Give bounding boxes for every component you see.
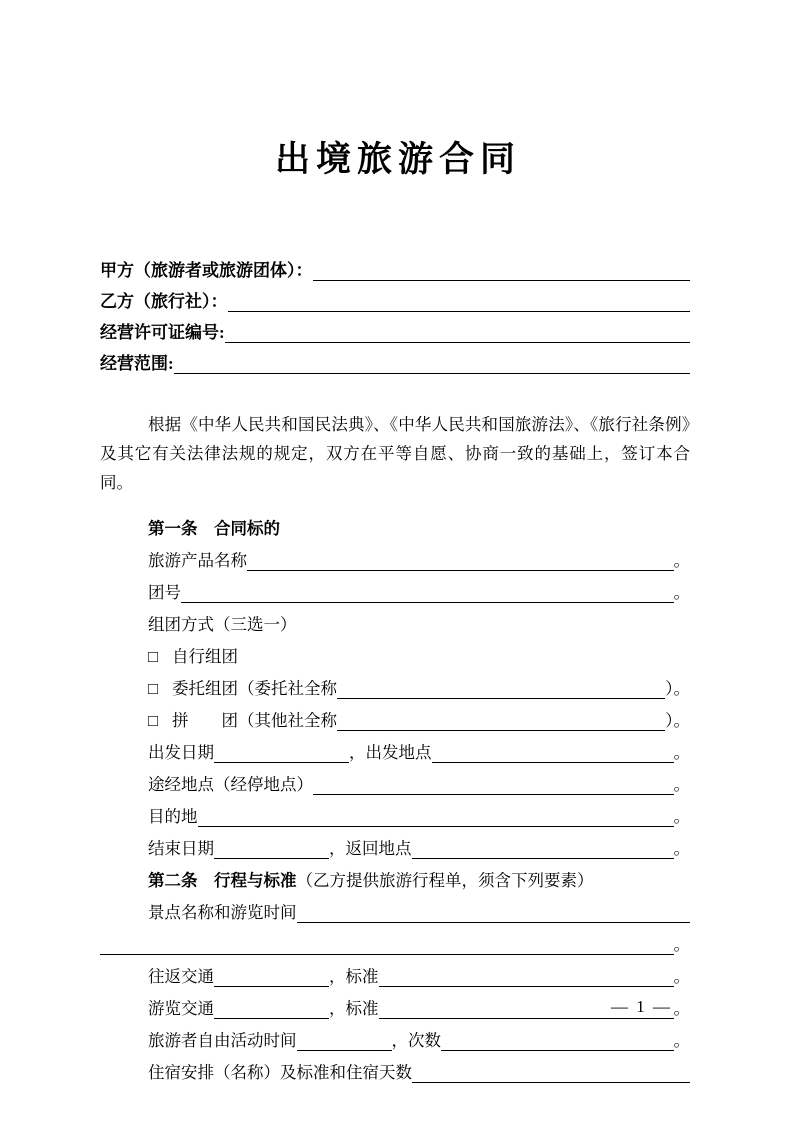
round-trip-standard-label: ，标准: [329, 967, 379, 986]
period-mark: 。: [673, 807, 690, 826]
scope-line: [100, 345, 690, 376]
license-line: [100, 314, 690, 345]
free-time-line: [100, 1022, 690, 1054]
depart-place-blank: [432, 762, 674, 763]
scope-label: 经营范围:: [100, 354, 174, 373]
checkbox-icon: □: [148, 679, 158, 698]
party-a-line: [100, 252, 690, 283]
tour-traffic-line: [100, 990, 690, 1022]
destination-blank: [198, 826, 674, 827]
preamble: 根据《中华人民共和国民法典》、《中华人民共和国旅游法》、《旅行社条例》及其它有关法律法规的规定，双方在平等自愿、协商一致的基础上，签订本合同。: [100, 415, 690, 492]
via-blank: [313, 794, 674, 795]
party-b-blank: [228, 311, 691, 312]
depart-date-blank: [214, 762, 349, 763]
end-date-label: 结束日期: [148, 839, 214, 858]
end-line: [100, 830, 690, 862]
tour-traffic-standard-label: ，标准: [329, 999, 379, 1018]
option-entrust-line: [100, 670, 690, 702]
product-label: 旅游产品名称: [148, 551, 247, 570]
mode-label: 组团方式（三选一）: [148, 615, 297, 634]
via-label: 途经地点（经停地点）: [148, 775, 313, 794]
product-name-line: [100, 542, 690, 574]
tour-traffic-label: 游览交通: [148, 999, 214, 1018]
group-number-label: 团号: [148, 583, 181, 602]
times-label: ，次数: [391, 1031, 441, 1050]
article2-heading: 第二条 行程与标准: [148, 871, 297, 890]
destination-line: [100, 798, 690, 830]
via-line: [100, 766, 690, 798]
tour-traffic-blank: [214, 1018, 329, 1019]
option-join-close: ）。: [665, 711, 690, 730]
option-self-label: 自行组团: [171, 647, 238, 666]
party-b-label: 乙方（旅行社）：: [100, 292, 228, 311]
scope-blank: [174, 373, 690, 374]
period-mark: 。: [673, 839, 690, 858]
product-blank: [247, 570, 674, 571]
return-place-blank: [412, 858, 674, 859]
lodging-label: 住宿安排（名称）及标准和住宿天数: [148, 1063, 412, 1082]
header-fields: [100, 252, 690, 376]
departure-line: [100, 734, 690, 766]
party-b-line: [100, 283, 690, 314]
mode-line: [100, 606, 690, 638]
round-trip-blank: [214, 986, 329, 987]
period-mark: 。: [673, 775, 690, 794]
round-trip-label: 往返交通: [148, 967, 214, 986]
spots-continuation-line: [100, 926, 690, 958]
group-number-blank: [181, 602, 674, 603]
party-a-blank: [313, 280, 691, 281]
entrust-agency-blank: [337, 698, 665, 699]
option-entrust-label: 委托组团（委托社全称: [171, 679, 337, 698]
period-mark: 。: [673, 967, 690, 986]
document-title: 出境旅游合同: [274, 140, 521, 179]
article2-heading-note: （乙方提供旅游行程单，须含下列要素）: [296, 871, 594, 890]
group-number-line: [100, 574, 690, 606]
round-trip-line: [100, 958, 690, 990]
checkbox-icon: □: [148, 711, 158, 730]
spots-line: [100, 894, 690, 926]
free-time-blank: [297, 1050, 392, 1051]
join-agency-blank: [337, 730, 665, 731]
spots-blank: [297, 922, 691, 923]
license-blank: [225, 342, 690, 343]
period-mark: 。: [673, 583, 690, 602]
end-date-blank: [214, 858, 329, 859]
period-mark: 。: [673, 1031, 690, 1050]
option-join-line: [100, 702, 690, 734]
period-mark: 。: [673, 935, 690, 954]
lodging-line: [100, 1054, 690, 1086]
article1-heading: 第一条 合同标的: [148, 519, 280, 538]
free-time-label: 旅游者自由活动时间: [148, 1031, 297, 1050]
times-blank: [441, 1050, 674, 1051]
tour-traffic-standard-blank: [379, 1018, 674, 1019]
article2-heading-line: [100, 862, 690, 894]
return-place-label: ，返回地点: [329, 839, 412, 858]
spots-continuation-blank: [100, 954, 674, 955]
party-a-label: 甲方（旅游者或旅游团体）：: [100, 261, 313, 280]
period-mark: 。: [673, 999, 690, 1018]
spots-label: 景点名称和游览时间: [148, 903, 297, 922]
license-label: 经营许可证编号:: [100, 323, 225, 342]
round-trip-standard-blank: [379, 986, 674, 987]
article1-heading-line: [100, 510, 690, 542]
period-mark: 。: [673, 743, 690, 762]
option-entrust-close: ）。: [665, 679, 690, 698]
contract-body: [100, 510, 690, 1086]
destination-label: 目的地: [148, 807, 198, 826]
page-number: — 1 —: [611, 997, 672, 1016]
depart-date-label: 出发日期: [148, 743, 214, 762]
option-join-label: 拼 团（其他社全称: [171, 711, 337, 730]
option-self-line: [100, 638, 690, 670]
depart-place-label: ，出发地点: [349, 743, 432, 762]
lodging-blank: [412, 1082, 690, 1083]
checkbox-icon: □: [148, 647, 158, 666]
period-mark: 。: [673, 551, 690, 570]
